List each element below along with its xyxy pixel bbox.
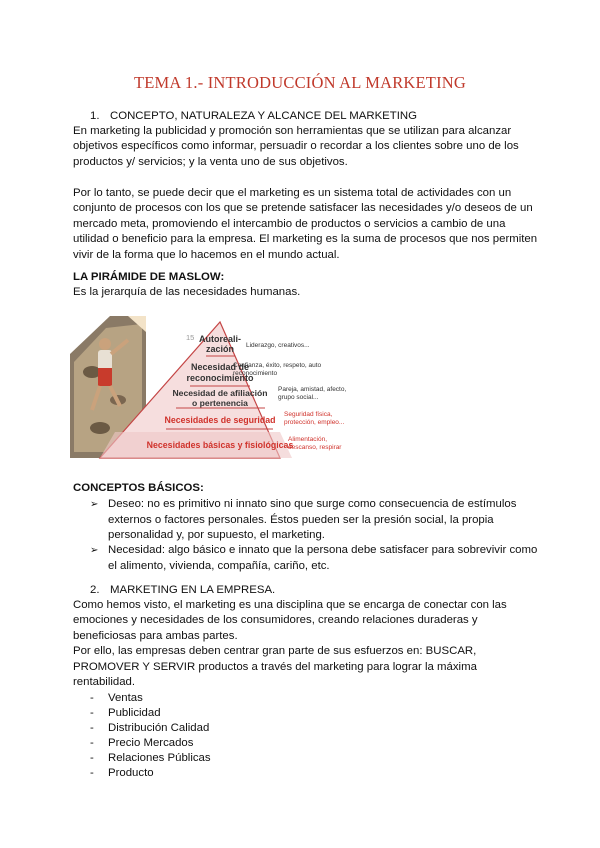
list-item-label: Precio Mercados [108, 737, 194, 749]
paragraph-line: Por ello, las empresas deben centrar gran parte de sus esfuerzos en: BUSCAR, [73, 645, 477, 657]
section-1-heading [90, 109, 417, 124]
pyramid-level-label: Necesidad de afiliación [172, 388, 268, 398]
paragraph-line: beneficiosas para ambas partes. [73, 630, 238, 642]
pyramid-level-note: Liderazgo, creativos... [246, 342, 310, 349]
arrow-bullet-icon: ➢ [90, 545, 99, 556]
dash-bullet: - [90, 692, 94, 704]
bullet-line: el alimento, vivienda, compañía, cariño, etc. [108, 559, 330, 572]
pyramid-level-label: Necesidad de [190, 362, 250, 372]
list-item-deseo [90, 497, 530, 545]
pyramid-level-label: reconocimiento [186, 373, 254, 383]
document-title: TEMA 1.- INTRODUCCIÓN AL MARKETING [133, 73, 467, 92]
pyramid-level-label: o pertenencia [192, 398, 248, 408]
dash-bullet: - [90, 737, 94, 749]
paragraph-line: vivir de la forma que lo hacemos en el mundo actual. [73, 249, 340, 261]
list-item-necesidad [90, 543, 538, 575]
bullet-line: Deseo: no es primitivo ni innato sino que surge como consecuencia de estímulos [108, 498, 517, 510]
section-1-number: 1. [90, 110, 100, 122]
paragraph-line: productos y/ servicios; y la venta uno de sus objetivos. [73, 156, 348, 168]
pyramid-level-note: reconocimiento [233, 370, 278, 377]
section-2-heading [90, 583, 275, 598]
pyramid-level-note: protección, empleo... [284, 419, 345, 426]
bullet-line: Necesidad: algo básico e innato que la persona debe satisfacer para sobrevivir como [108, 544, 538, 556]
paragraph-line: emociones y necesidades de los consumidores, creando relaciones duraderas y [73, 614, 478, 626]
dash-bullet: - [90, 752, 94, 764]
paragraph-line: PROMOVER Y SERVIR productos a través del marketing para lograr la máxima [73, 661, 477, 673]
pyramid-level-note: grupo social... [278, 394, 319, 401]
paragraph-line: objetivos específicos como informar, persuadir o recordar a los clientes sobre uno de los [73, 140, 519, 152]
bullet-line: personalidad y, por supuesto, el marketing. [108, 529, 325, 541]
paragraph-line: rentabilidad. [73, 676, 136, 688]
paragraph-line: mercado meta, promoviendo el intercambio de productos o servicios a cambio de una [73, 218, 506, 230]
list-item-label: Distribución Calidad [108, 722, 210, 734]
section-1-title: CONCEPTO, NATURALEZA Y ALCANCE DEL MARKETING [110, 110, 417, 122]
pyramid-level-label: zación [205, 344, 235, 354]
list-item-label: Publicidad [108, 707, 161, 719]
list-item-label: Relaciones Públicas [108, 752, 211, 764]
maslow-pyramid-figure [70, 302, 370, 462]
dash-bullet: - [90, 767, 94, 779]
pyramid-level-note: Pareja, amistad, afecto, [278, 386, 347, 393]
pyramid-level-note: Alimentación, [288, 436, 328, 443]
list-item-label: Ventas [108, 692, 143, 704]
maslow-intro: Es la jerarquía de las necesidades humanas. [73, 286, 301, 298]
section-2-number: 2. [90, 584, 100, 596]
pyramid-level-note: Confianza, éxito, respeto, auto [233, 362, 322, 369]
paragraph-line: Por lo tanto, se puede decir que el marketing es un sistema total de actividades con un [73, 187, 512, 199]
dash-bullet: - [90, 722, 94, 734]
pyramid-level-label: Autoreali- [198, 334, 242, 344]
pyramid-level-note: Seguridad física, [284, 411, 333, 418]
paragraph-line: conjunto de procesos con los que se pretende satisfacer las necesidades y/o deseos de un [73, 202, 533, 214]
maslow-heading: LA PIRÁMIDE DE MASLOW: [73, 271, 225, 283]
paragraph-line: utilidad o beneficio para la empresa. El marketing es la suma de procesos que nos permiten [73, 233, 538, 245]
paragraph-line: Como hemos visto, el marketing es una disciplina que se encarga de conectar con las [73, 599, 507, 611]
svg-text:15: 15 [186, 333, 195, 342]
arrow-bullet-icon: ➢ [90, 499, 99, 510]
pyramid-level-note: descanso, respirar [288, 444, 342, 451]
pyramid-level-label: Necesidades básicas y fisiológicas [146, 440, 294, 450]
list-item-label: Producto [108, 767, 154, 779]
dash-bullet: - [90, 707, 94, 719]
section-2-title: MARKETING EN LA EMPRESA. [110, 584, 276, 596]
conceptos-heading: CONCEPTOS BÁSICOS: [73, 482, 204, 494]
pyramid-level-label: Necesidades de seguridad [164, 415, 276, 425]
bullet-line: externos o factores personales. Éstos pueden ser la presión social, la propia [108, 513, 494, 526]
paragraph-line: En marketing la publicidad y promoción son herramientas que se utilizan para alcanzar [73, 125, 512, 137]
